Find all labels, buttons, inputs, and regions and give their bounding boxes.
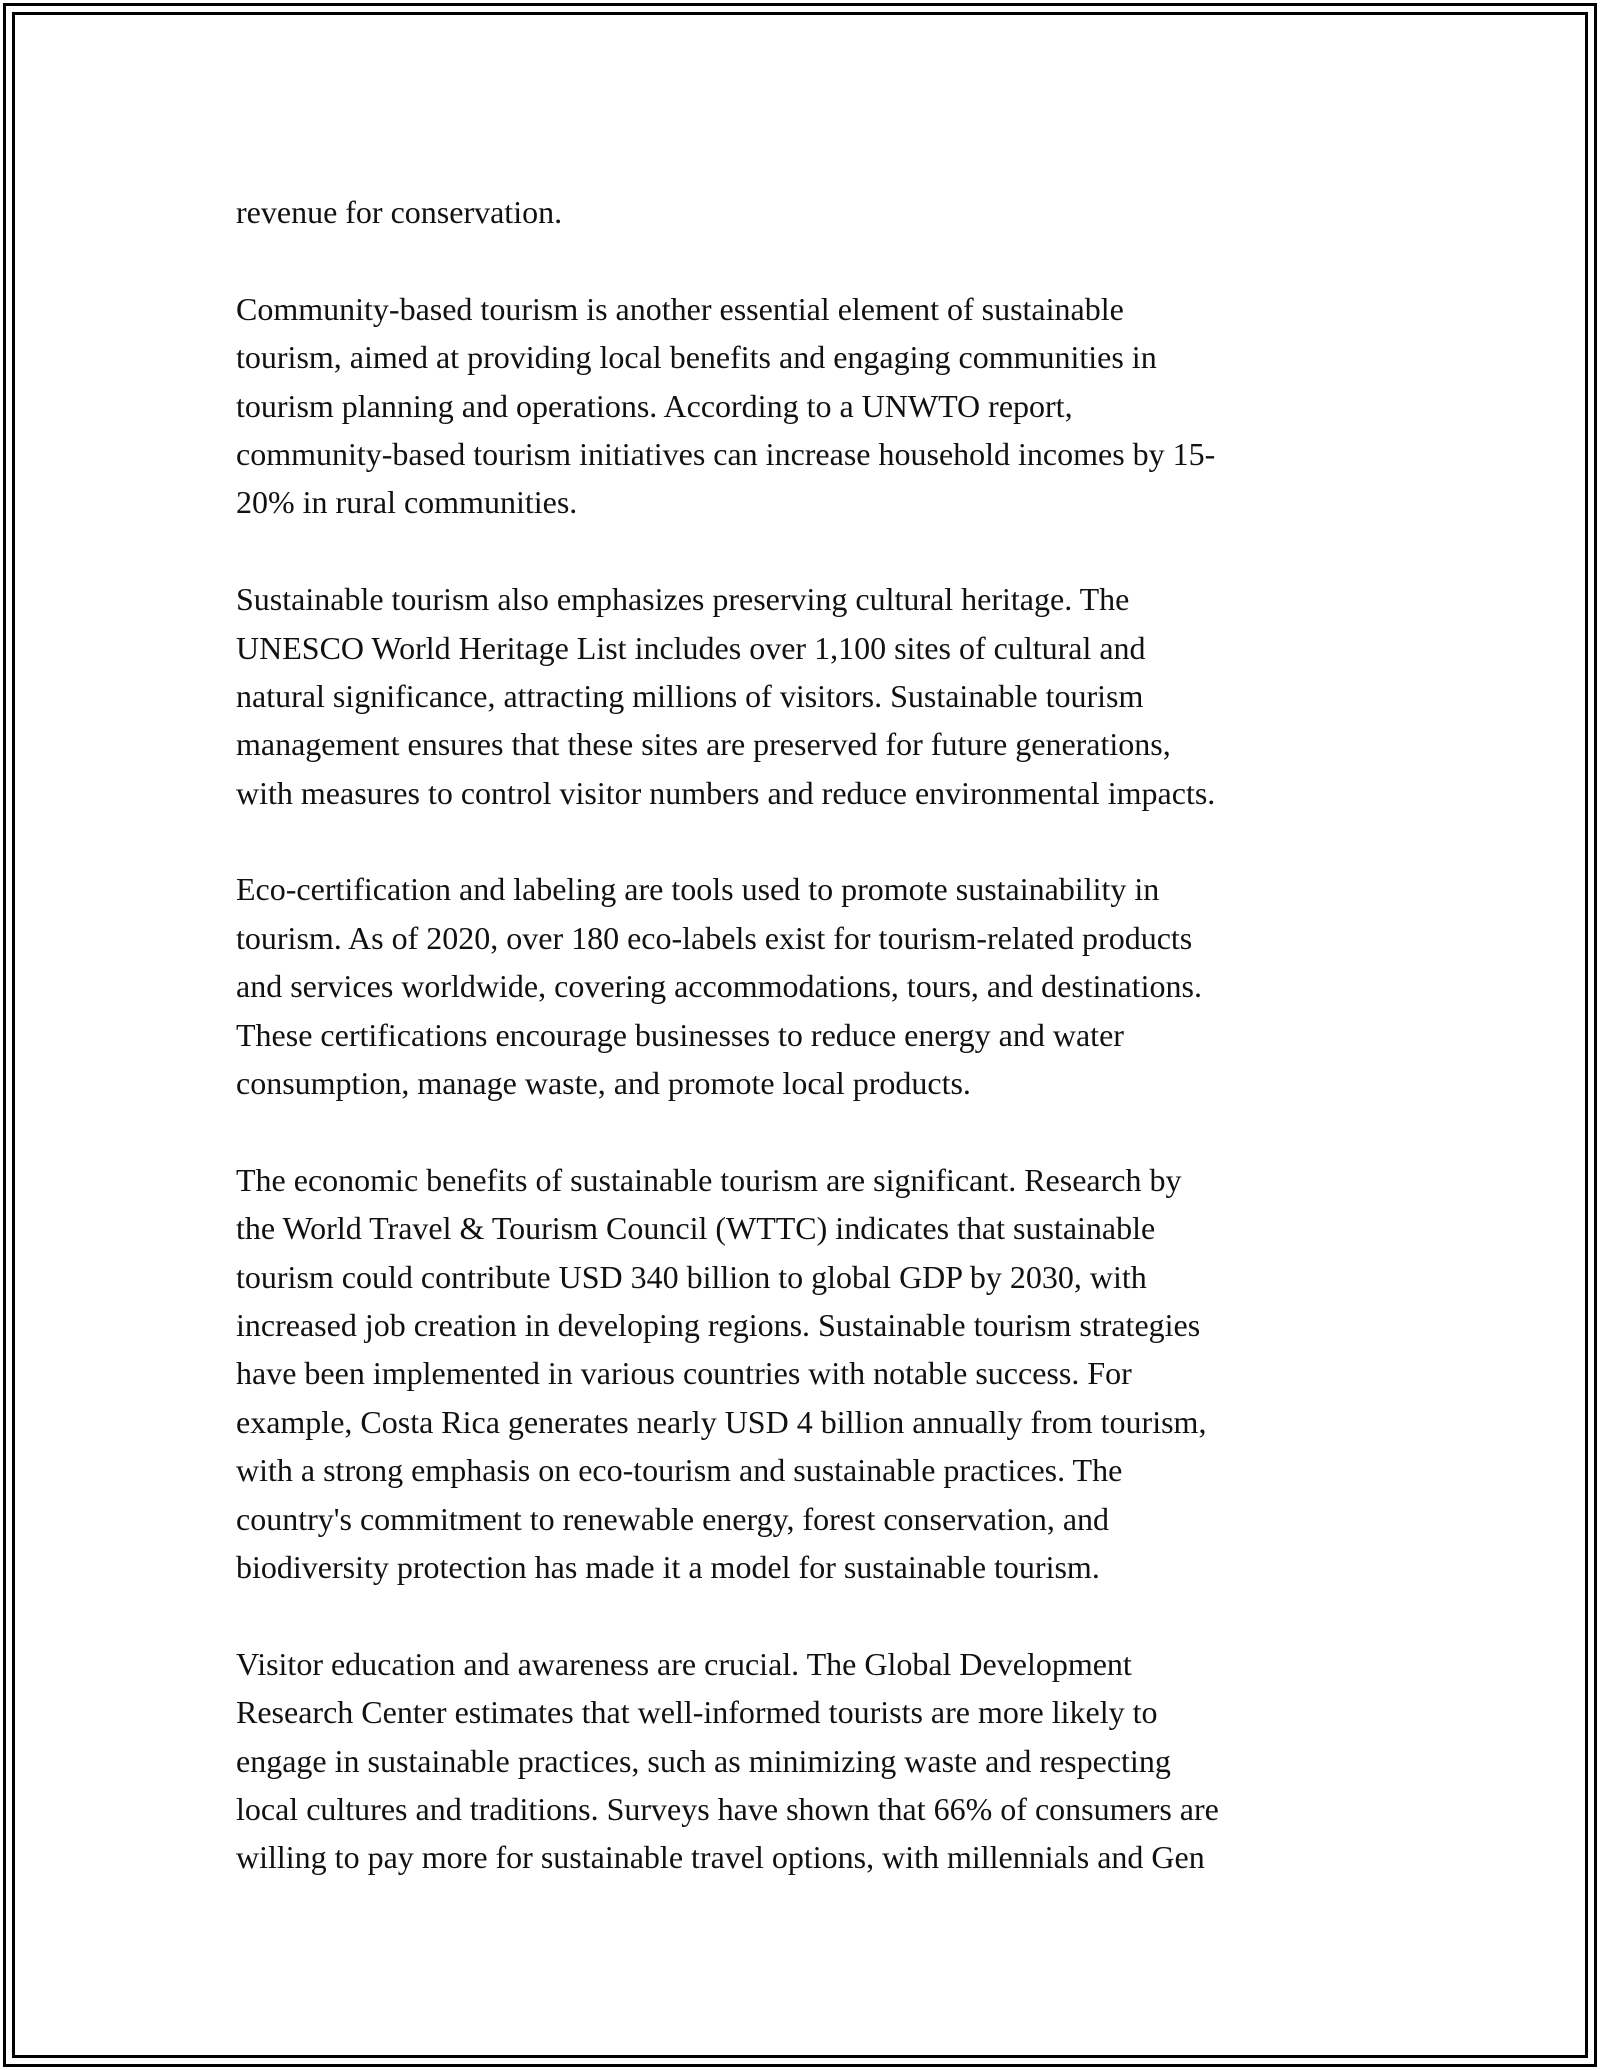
text-line: the World Travel & Tourism Council (WTTC) indicates that sustainable (236, 1210, 1156, 1247)
text-line: example, Costa Rica generates nearly USD 4 billion annually from tourism, (236, 1403, 1207, 1440)
text-line: Research Center estimates that well-informed tourists are more likely to (236, 1694, 1158, 1731)
text-line: Community-based tourism is another essential element of sustainable (236, 290, 1124, 327)
text-line: These certifications encourage businesses to reduce energy and water (236, 1016, 1124, 1053)
document-body (236, 188, 1396, 1882)
text-line: The economic benefits of sustainable tourism are significant. Research by (236, 1161, 1182, 1198)
text-line: natural significance, attracting millions of visitors. Sustainable tourism (236, 677, 1144, 714)
paragraph (236, 865, 1396, 1107)
text-line: with a strong emphasis on eco-tourism and sustainable practices. The (236, 1452, 1123, 1489)
paragraph-spacer (236, 236, 1396, 284)
paragraph-spacer (236, 1591, 1396, 1639)
text-line: increased job creation in developing regions. Sustainable tourism strategies (236, 1306, 1201, 1343)
text-line: engage in sustainable practices, such as minimizing waste and respecting (236, 1742, 1171, 1779)
text-line: have been implemented in various countries with notable success. For (236, 1355, 1132, 1392)
text-line: revenue for conservation. (236, 194, 563, 230)
text-line: tourism. As of 2020, over 180 eco-labels exist for tourism-related products (236, 919, 1193, 956)
paragraph (236, 575, 1396, 817)
text-line: biodiversity protection has made it a model for sustainable tourism. (236, 1548, 1100, 1585)
text-line: willing to pay more for sustainable travel options, with millennials and Gen (236, 1839, 1205, 1876)
paragraph (236, 285, 1396, 527)
paragraph (236, 1640, 1396, 1882)
paragraph (236, 188, 1396, 236)
text-line: country's commitment to renewable energy, forest conservation, and (236, 1500, 1110, 1537)
text-line: tourism, aimed at providing local benefits and engaging communities in (236, 339, 1157, 376)
text-line: management ensures that these sites are preserved for future generations, (236, 726, 1171, 763)
text-line: tourism could contribute USD 340 billion to global GDP by 2030, with (236, 1258, 1147, 1295)
text-line: Eco-certification and labeling are tools used to promote sustainability in (236, 871, 1160, 908)
text-line: consumption, manage waste, and promote local products. (236, 1065, 971, 1102)
text-line: with measures to control visitor numbers and reduce environmental impacts. (236, 774, 1216, 811)
text-line: tourism planning and operations. According to a UNWTO report, (236, 387, 1073, 424)
paragraph-spacer (236, 1107, 1396, 1155)
paragraph-spacer (236, 527, 1396, 575)
text-line: and services worldwide, covering accommodations, tours, and destinations. (236, 968, 1202, 1005)
text-line: UNESCO World Heritage List includes over 1,100 sites of cultural and (236, 629, 1146, 666)
text-line: local cultures and traditions. Surveys have shown that 66% of consumers are (236, 1790, 1219, 1827)
paragraph (236, 1156, 1396, 1592)
text-line: Visitor education and awareness are crucial. The Global Development (236, 1645, 1132, 1682)
text-line: Sustainable tourism also emphasizes preserving cultural heritage. The (236, 581, 1130, 618)
paragraph-spacer (236, 817, 1396, 865)
text-line: community-based tourism initiatives can increase household incomes by 15- (236, 435, 1216, 472)
text-line: 20% in rural communities. (236, 484, 578, 521)
